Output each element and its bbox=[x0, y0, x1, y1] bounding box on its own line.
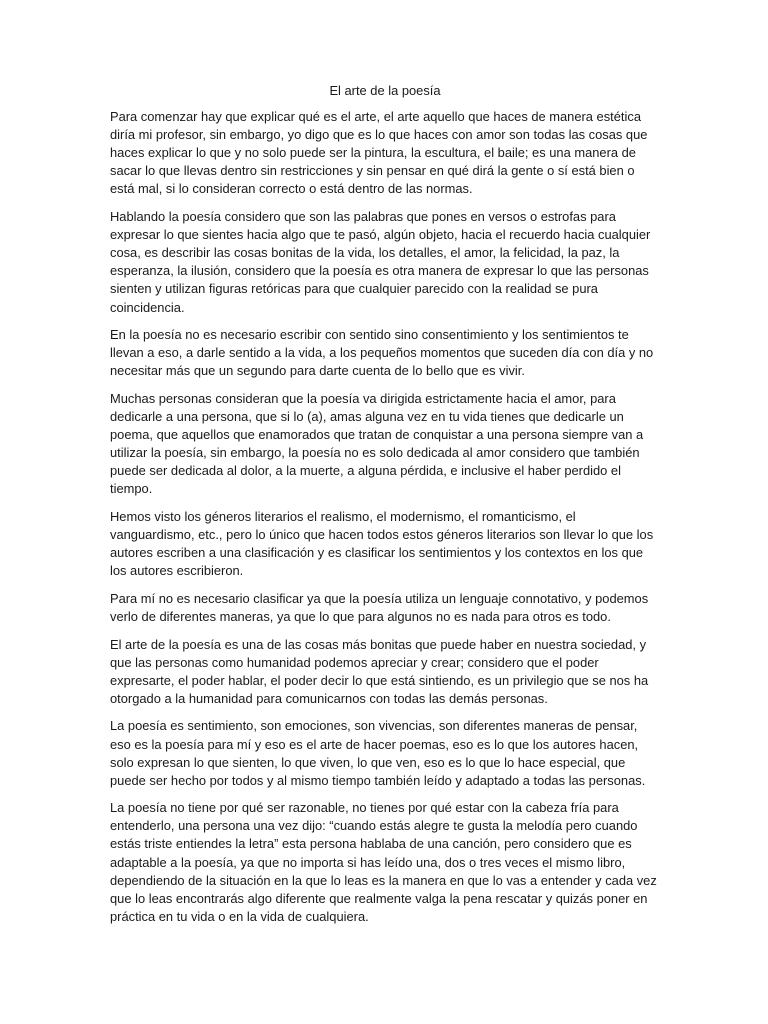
paragraph-9: La poesía no tiene por qué ser razonable, no tienes por qué estar con la cabeza fría para entenderlo, una persona una vez dijo: “cuando estás alegre te gusta la melodía pero cuando estás triste entiendes la letra” esta persona hablaba de una canción, pero considero que es adaptable a la poesía, ya que no importa si has leído una, dos o tres veces el mismo libro, dependiendo de la situación en la que lo leas es la manera en que lo vas a entender y cada vez que lo leas encontrarás algo diferente que realmente valga la pena rescatar y quizás poner en práctica en tu vida o en la vida de cualquiera. bbox=[110, 800, 657, 924]
paragraph-4: Muchas personas consideran que la poesía va dirigida estrictamente hacia el amor, para dedicarle a una persona, que si lo (a), amas alguna vez en tu vida tienes que dedicarle un poema, que aquellos que enamorados que tratan de conquistar a una persona siempre van a utilizar la poesía, sin embargo, la poesía no es solo dedicada al amor considero que también puede ser dedicada al dolor, a la muerte, a alguna pérdida, e inclusive el haber perdido el tiempo. bbox=[110, 390, 644, 497]
paragraph-1: Para comenzar hay que explicar qué es el arte, el arte aquello que haces de manera estética diría mi profesor, sin embargo, yo digo que es lo que haces con amor son todas las cosas que haces explicar lo que y no solo puede ser la pintura, la escultura, el baile; es una manera de sacar lo que llevas dentro sin restricciones y sin pensar en qué dirá la gente o sí está bien o está mal, si lo consideran correcto o está dentro de las normas. bbox=[110, 109, 648, 197]
document-page bbox=[110, 82, 660, 935]
paragraph-6: Para mí no es necesario clasificar ya que la poesía utiliza un lenguaje connotativo, y podemos verlo de diferentes maneras, ya que lo que para algunos no es nada para otros es todo. bbox=[110, 590, 649, 624]
document-title: El arte de la poesía bbox=[329, 83, 441, 98]
paragraph-5: Hemos visto los géneros literarios el realismo, el modernismo, el romanticismo, el vanguardismo, etc., pero lo único que hacen todos estos géneros literarios son llevar lo que los autores escriben a una clasificación y es clasificar los sentimientos y los contextos en los que los autores escribieron. bbox=[110, 508, 654, 579]
paragraph-7: El arte de la poesía es una de las cosas más bonitas que puede haber en nuestra sociedad, y que las personas como humanidad podemos apreciar y crear; considero que el poder expresarte, el poder hablar, el poder decir lo que está sintiendo, es un privilegio que se nos ha otorgado a la humanidad para comunicarnos con todas las demás personas. bbox=[110, 636, 649, 706]
paragraph-8: La poesía es sentimiento, son emociones, son vivencias, son diferentes maneras de pensar, eso es la poesía para mí y eso es el arte de hacer poemas, eso es lo que los autores hacen, solo expresan lo que sienten, lo que viven, lo que ven, eso es lo que lo hace especial, que puede ser hecho por todos y al mismo tiempo también leído y adaptado a todas las personas. bbox=[110, 718, 646, 788]
paragraph-3: En la poesía no es necesario escribir con sentido sino consentimiento y los sentimientos te llevan a eso, a darle sentido a la vida, a los pequeños momentos que suceden día con día y no necesitar más que un segundo para darte cuenta de lo bello que es vivir. bbox=[110, 327, 654, 379]
paragraph-2: Hablando la poesía considero que son las palabras que pones en versos o estrofas para expresar lo que sientes hacia algo que te pasó, algún objeto, hacia el recuerdo hacia cualquier cosa, es describir las cosas bonitas de la vida, los detalles, el amor, la felicidad, la paz, la esperanza, la ilusión, considero que la poesía es otra manera de expresar lo que las personas sienten y utilizan figuras retóricas para que cualquier parecido con la realidad se pura coincidencia. bbox=[110, 209, 651, 315]
